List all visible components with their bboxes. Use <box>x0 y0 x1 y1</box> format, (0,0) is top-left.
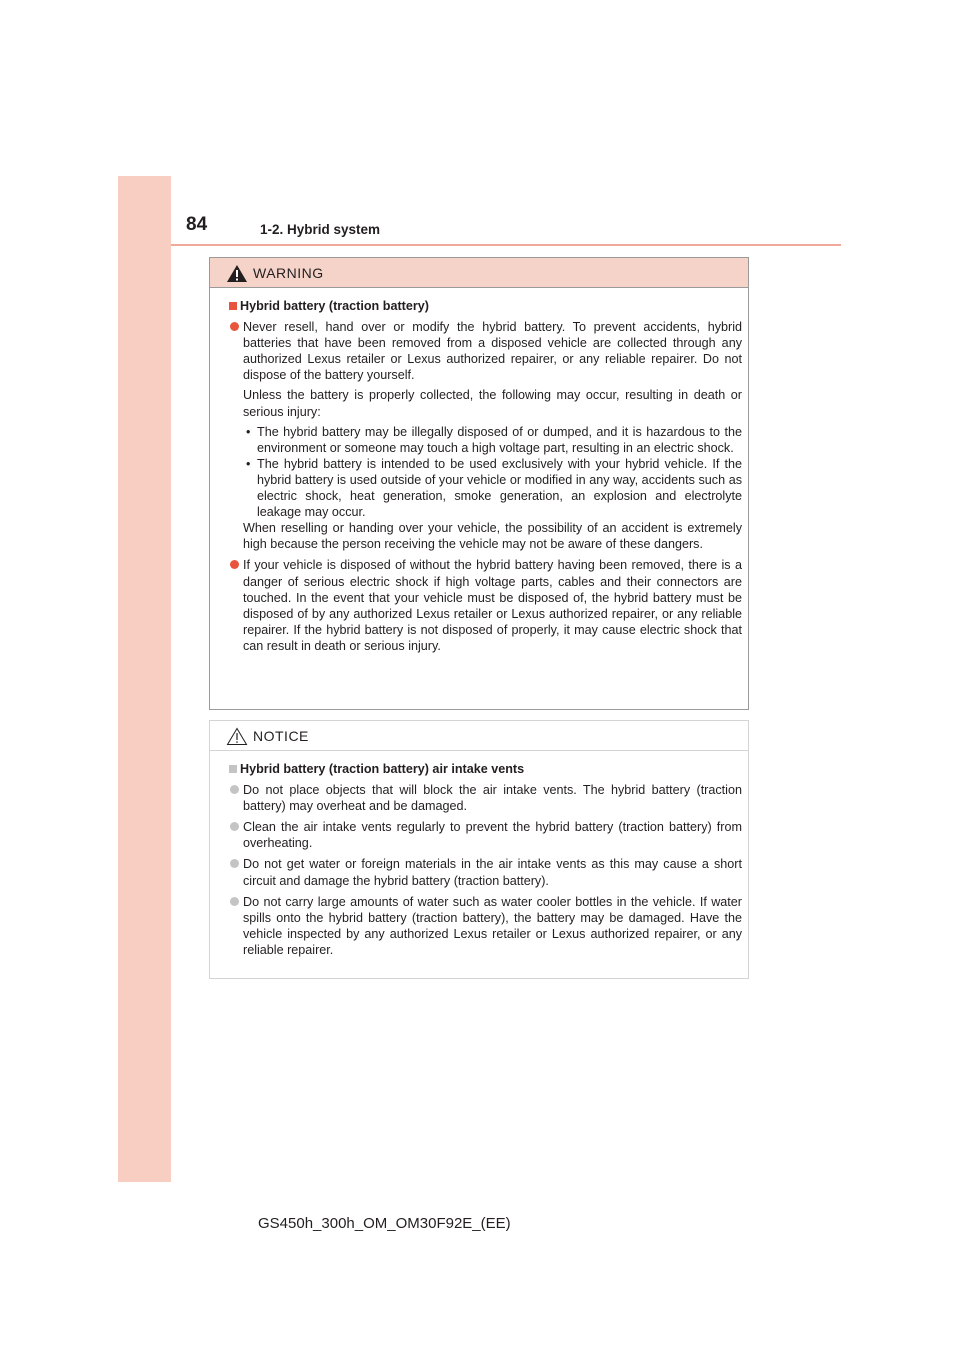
section-title: 1-2. Hybrid system <box>260 222 381 237</box>
round-bullet-icon <box>230 822 239 831</box>
round-bullet-icon <box>230 322 239 331</box>
round-bullet-icon <box>230 897 239 906</box>
page-number: 84 <box>186 214 208 235</box>
notice-header <box>210 721 748 751</box>
warning-item <box>229 557 742 654</box>
notice-item: Clean the air intake vents regularly to prevent the hybrid battery (traction battery) from overheating. <box>229 819 742 851</box>
warning-bullet-list <box>243 424 742 521</box>
notice-body <box>210 751 748 958</box>
header-rule <box>171 244 841 246</box>
notice-box <box>209 720 749 979</box>
warning-box <box>209 257 749 710</box>
warning-header <box>210 258 748 288</box>
warning-item-paragraph: Unless the battery is properly collected, the following may occur, resulting in death or serious injury: <box>243 388 742 419</box>
round-bullet-icon <box>230 785 239 794</box>
round-bullet-icon <box>230 859 239 868</box>
warning-item-text: If your vehicle is disposed of without the hybrid battery having been removed, there is a danger of serious electric shock if high voltage parts, cables and their connectors are touched. In the event that your vehicle must be disposed of, the hybrid battery must be disposed of by any authorized Lexus retailer or Lexus authorized repairer, or any reliable repairer. If the hybrid battery is not disposed of properly, it may cause electric shock that can result in death or serious injury. <box>243 558 742 653</box>
warning-body <box>210 288 748 654</box>
warning-triangle-icon <box>226 264 248 283</box>
side-tab-band <box>118 176 171 1182</box>
warning-item-text: Never resell, hand over or modify the hybrid battery. To prevent accidents, hybrid batteries that have been removed from a disposed vehicle are collected through any authorized Lexus retailer or Lexus authorized repairer, or any reliable repairer. Do not dispose of the battery yourself. <box>243 320 742 383</box>
notice-item: Do not carry large amounts of water such as water cooler bottles in the vehicle. If water spills onto the hybrid battery (traction battery), the battery may be damaged. Have the vehicle inspected by any authorized Lexus retailer or Lexus authorized repairer, or any reliable repairer. <box>229 894 742 958</box>
square-bullet-icon <box>229 302 237 310</box>
notice-label: NOTICE <box>253 728 309 744</box>
document-code: GS450h_300h_OM_OM30F92E_(EE) <box>258 1215 511 1232</box>
round-bullet-icon <box>230 560 239 569</box>
list-item: • The hybrid battery is intended to be used exclusively with your hybrid vehicle. If the hybrid battery is used outside of your vehicle or modified in any way, accidents such as electric shock, heat generation, smoke generation, an explosion and electrolyte leakage may occur. <box>243 456 742 520</box>
notice-item: Do not place objects that will block the air intake vents. The hybrid battery (traction battery) may overheat and be damaged. <box>229 782 742 814</box>
warning-subheading: Hybrid battery (traction battery) <box>229 298 742 314</box>
warning-item <box>229 319 742 552</box>
warning-item-closing: When reselling or handing over your vehicle, the possibility of an accident is extremely high because the person receiving the vehicle may not be aware of these dangers. <box>243 521 742 552</box>
notice-item: Do not get water or foreign materials in the air intake vents as this may cause a short circuit and damage the hybrid battery (traction battery). <box>229 856 742 888</box>
square-bullet-icon <box>229 765 237 773</box>
notice-triangle-icon <box>226 727 248 746</box>
notice-subheading: Hybrid battery (traction battery) air intake vents <box>229 761 742 777</box>
list-item: • The hybrid battery may be illegally disposed of or dumped, and it is hazardous to the environment or someone may touch a high voltage part, resulting in an electric shock. <box>243 424 742 456</box>
warning-label: WARNING <box>253 265 324 281</box>
